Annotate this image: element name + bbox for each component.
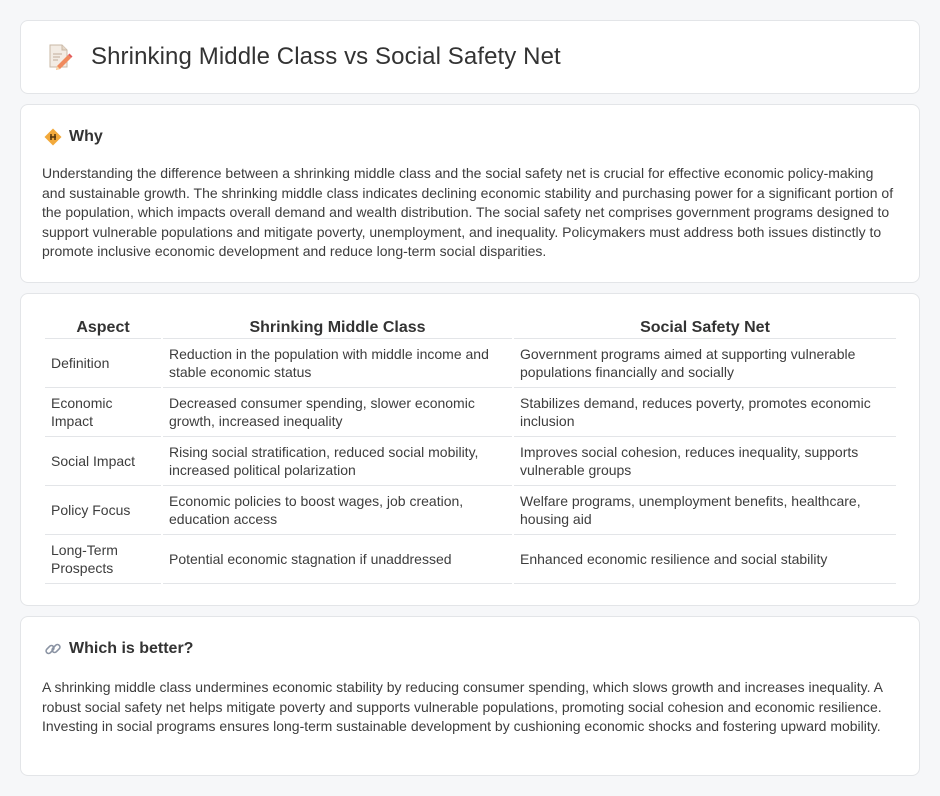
row-middle-class: Rising social stratification, reduced social mobility, increased political polarization [163, 437, 512, 486]
row-middle-class: Economic policies to boost wages, job creation, education access [163, 486, 512, 535]
header-aspect: Aspect [45, 317, 161, 339]
table-row [45, 339, 896, 388]
row-safety-net: Stabilizes demand, reduces poverty, promotes economic inclusion [514, 388, 896, 437]
header-shrinking-middle-class: Shrinking Middle Class [163, 317, 512, 339]
row-aspect: Policy Focus [45, 486, 161, 535]
row-safety-net: Improves social cohesion, reduces inequality, supports vulnerable groups [514, 437, 896, 486]
which-is-better-text: A shrinking middle class undermines economic stability by reducing consumer spending, which slows growth and increases inequality. A robust social safety net helps mitigate poverty and supports vulnerable populations, promoting social cohesion and economic resilience. Investing in social programs ensures long-term sustainable development by cushioning economic shocks and fostering upward mobility. [42, 679, 883, 735]
header-social-safety-net: Social Safety Net [514, 317, 896, 339]
row-middle-class: Decreased consumer spending, slower economic growth, increased inequality [163, 388, 512, 437]
row-middle-class: Potential economic stagnation if unaddressed [163, 535, 512, 584]
table-row [45, 486, 896, 535]
row-safety-net: Government programs aimed at supporting vulnerable populations financially and socially [514, 339, 896, 388]
document-pencil-icon [47, 43, 73, 71]
row-safety-net: Welfare programs, unemployment benefits, healthcare, housing aid [514, 486, 896, 535]
comparison-card [20, 293, 920, 606]
comparison-table [43, 317, 898, 584]
diamond-warning-icon [43, 127, 63, 147]
which-is-better-heading: Which is better? [69, 640, 194, 657]
row-aspect: Economic Impact [45, 388, 161, 437]
row-aspect: Social Impact [45, 437, 161, 486]
why-heading: Why [69, 128, 103, 145]
why-section [20, 104, 920, 283]
page-title: Shrinking Middle Class vs Social Safety Net [91, 43, 561, 70]
row-aspect: Definition [45, 339, 161, 388]
why-text: Understanding the difference between a shrinking middle class and the social safety net is crucial for effective economic policy-making and sustainable growth. The shrinking middle class indicates declining economic stability and purchasing power for a significant portion of the population, which impacts overall demand and wealth distribution. The social safety net comprises government programs designed to support vulnerable populations and mitigate poverty, unemployment, and inequality. Policymakers must address both issues distinctly to promote inclusive economic development and reduce long-term social disparities. [42, 165, 894, 260]
table-header-row [45, 317, 896, 339]
link-icon [43, 639, 63, 659]
row-middle-class: Reduction in the population with middle income and stable economic status [163, 339, 512, 388]
table-row [45, 535, 896, 584]
table-row [45, 437, 896, 486]
which-is-better-section [20, 616, 920, 776]
row-safety-net: Enhanced economic resilience and social stability [514, 535, 896, 584]
table-row [45, 388, 896, 437]
row-aspect: Long-Term Prospects [45, 535, 161, 584]
title-card [20, 20, 920, 94]
